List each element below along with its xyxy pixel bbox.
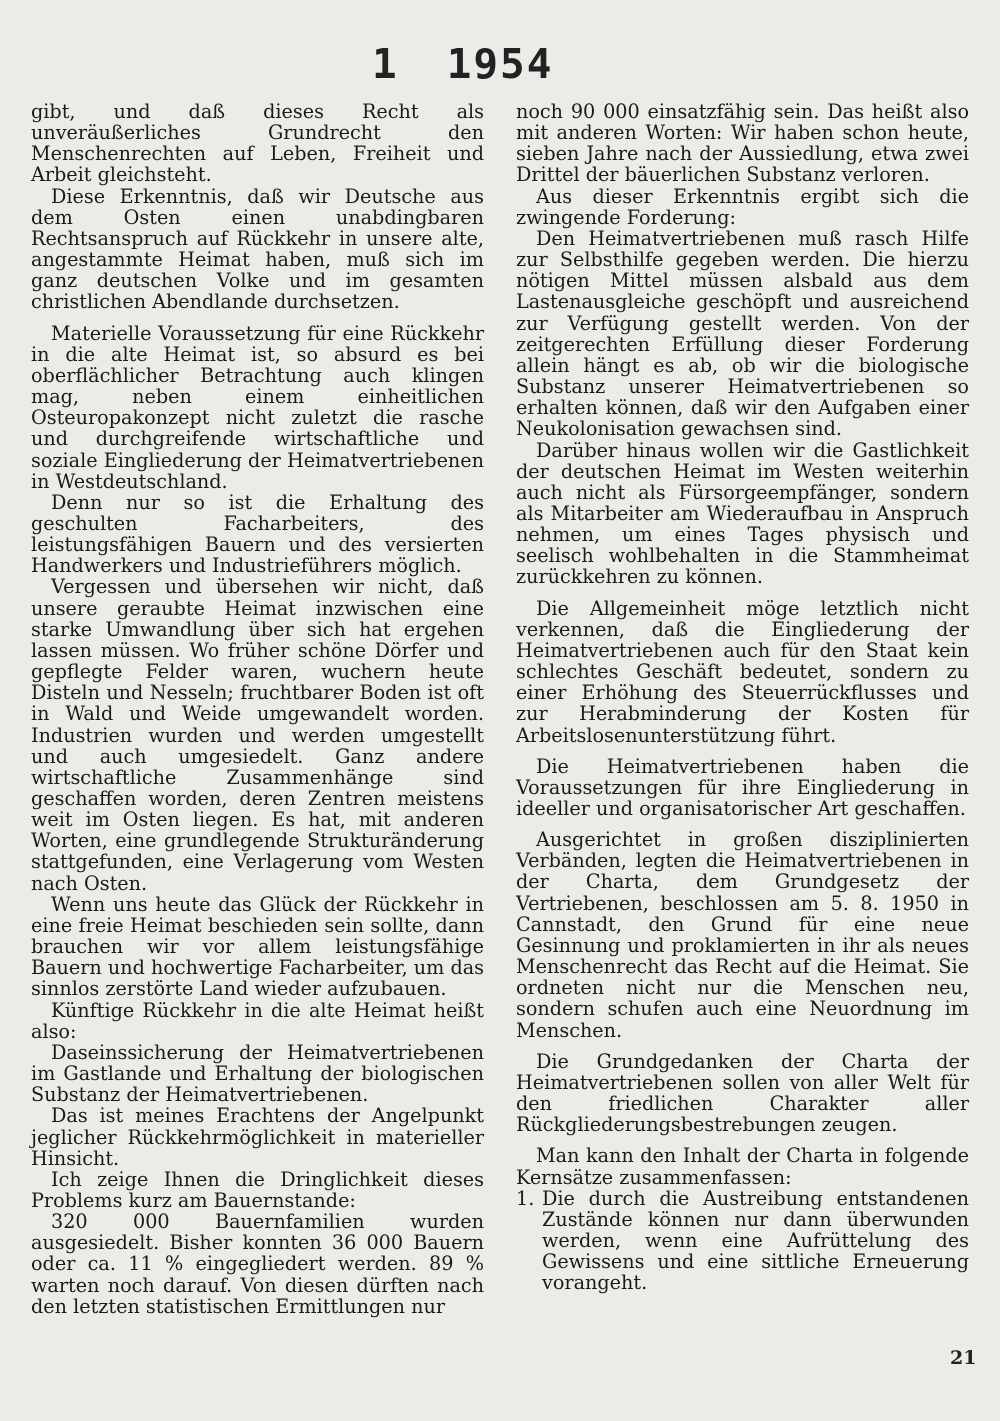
paragraph: Vergessen und übersehen wir nicht, daß unsere geraubte Heimat inzwischen eine starke Umwandlung über sich hat ergehen lassen müssen. Wo früher schöne Dörfer und gepflegte Felder waren, wuchern heute Disteln und Nesseln; fruchtbarer Boden ist oft in Wald und Weide umgewandelt worden. Industrien wurden und werden umgestellt und auch umgesiedelt. Ganz andere wirtschaftliche Zusammenhänge sind geschaffen worden, deren Zentren meistens weit im Osten liegen. Es hat, mit anderen Worten, eine grundlegende Strukturänderung stattgefunden, eine Verlagerung vom Westen nach Osten. <box>31 575 484 895</box>
stamp-year: 1954 <box>446 40 554 88</box>
paragraph: Die Heimatvertriebenen haben die Voraussetzungen für ihre Eingliederung in ideeller und organisatorischer Art geschaffen. <box>516 754 969 820</box>
archive-stamp <box>372 40 553 88</box>
paragraph: Den Heimatvertriebenen muß rasch Hilfe zur Selbsthilfe gegeben werden. Die hierzu nötigen Mittel müssen alsbald aus dem Lastenausgleiche geschöpft und ausreichend zur Verfügung gestellt werden. Von der zeitgerechten Erfüllung dieser Forderung allein hängt es ab, ob wir die biologische Substanz unserer Heimatvertriebenen so erhalten können, daß wir den Aufgaben einer Neukolonisation gewachsen sind. <box>516 226 969 441</box>
paragraph: noch 90 000 einsatzfähig sein. Das heißt also mit anderen Worten: Wir haben schon heute, sieben Jahre nach der Aussiedlung, etwa zwei Drittel der bäuerlichen Substanz verloren. <box>516 100 969 187</box>
paragraph: Wenn uns heute das Glück der Rückkehr in eine freie Heimat beschieden sein sollte, dann brauchen wir vor allem leistungsfähige Bauern und hochwertige Facharbeiter, um das sinnlos zerstörte Land wieder aufzubauen. <box>31 892 485 1001</box>
paragraph: Das ist meines Erachtens der Angelpunkt jeglicher Rückkehrmöglichkeit in materieller Hinsicht. <box>31 1104 484 1170</box>
paragraph: Materielle Voraussetzung für eine Rückkehr in die alte Heimat ist, so absurd es bei oberflächlicher Betrachtung auch klingen mag, neben einem einheitlichen Osteuropakonzept nicht zuletzt die rasche und durchgreifende wirtschaftliche und soziale Eingliederung der Heimatvertriebenen in Westdeutschland. <box>31 321 484 493</box>
paragraph: 320 000 Bauernfamilien wurden ausgesiedelt. Bisher konnten 36 000 Bauern oder ca. 11 % eingegliedert werden. 89 % warten noch darauf. Von diesen dürften nach den letzten statistischen Ermittlungen nur <box>31 1210 484 1318</box>
paragraph: gibt, und daß dieses Recht als unveräußerliches Grundrecht den Menschenrechten auf Leben, Freiheit und Arbeit gleichsteht. <box>31 100 484 187</box>
paragraph: Die Grundgedanken der Charta der Heimatvertriebenen sollen von aller Welt für den friedlichen Charakter aller Rückgliederungsbestrebungen zeugen. <box>516 1049 969 1137</box>
paragraph: Man kann den Inhalt der Charta in folgende Kernsätze zusammenfassen: <box>516 1144 969 1189</box>
page-number: 21 <box>950 1347 977 1369</box>
list-marker: 1. <box>516 1186 535 1210</box>
paragraph: Denn nur so ist die Erhaltung des geschulten Facharbeiters, des leistungsfähigen Bauern und des versierten Handwerkers und Industrieführers möglich. <box>31 490 484 578</box>
left-column <box>31 101 484 1317</box>
paragraph: Künftige Rückkehr in die alte Heimat heißt also: <box>31 998 484 1043</box>
list-item <box>516 1188 969 1294</box>
stamp-number: 1 <box>372 40 399 88</box>
right-column <box>516 101 969 1293</box>
paragraph: Ausgerichtet in großen disziplinierten Verbänden, legten die Heimatvertriebenen in der Charta, dem Grundgesetz der Vertriebenen, beschlossen am 5. 8. 1950 in Cannstadt, den Grund für eine neue Gesinnung und proklamierten in ihr als neues Menschenrecht das Recht auf die Heimat. Sie ordneten nicht nur die Menschen neu, sondern schufen auch eine Neuordnung im Menschen. <box>516 828 969 1042</box>
paragraph: Darüber hinaus wollen wir die Gastlichkeit der deutschen Heimat im Westen weiterhin auch nicht als Fürsorgeempfänger, sondern als Mitarbeiter am Wiederaufbau in Anspruch nehmen, um eines Tages physisch und seelisch wohlbehalten in die Stammheimat zurückkehren zu können. <box>516 438 969 589</box>
paragraph: Die Allgemeinheit möge letztlich nicht verkennen, daß die Eingliederung der Heimatvertriebenen auch für den Staat kein schlechtes Geschäft bedeutet, sondern zu einer Erhöhung des Steuerrückflusses und zur Herabminderung der Kosten für Arbeitslosenunterstützung führt. <box>516 596 969 747</box>
paragraph: Daseinssicherung der Heimatvertriebenen im Gastlande und Erhaltung der biologischen Substanz der Heimatvertriebenen. <box>31 1040 484 1107</box>
paragraph: Aus dieser Erkenntnis ergibt sich die zwingende Forderung: <box>516 184 969 229</box>
paragraph: Ich zeige Ihnen die Dringlichkeit dieses Problems kurz am Bauernstande: <box>31 1167 484 1212</box>
list-item-text: Die durch die Austreibung entstandenen Zustände können nur dann überwunden werden, wenn eine Aufrüttelung des Gewissens und eine sittliche Erneuerung vorangeht. <box>542 1186 969 1295</box>
paragraph: Diese Erkenntnis, daß wir Deutsche aus dem Osten einen unabdingbaren Rechtsanspruch auf Rückkehr in unsere alte, angestammte Heimat haben, muß sich im ganz deutschen Volke und im gesamten christlichen Abendlande durchsetzen. <box>31 184 484 314</box>
